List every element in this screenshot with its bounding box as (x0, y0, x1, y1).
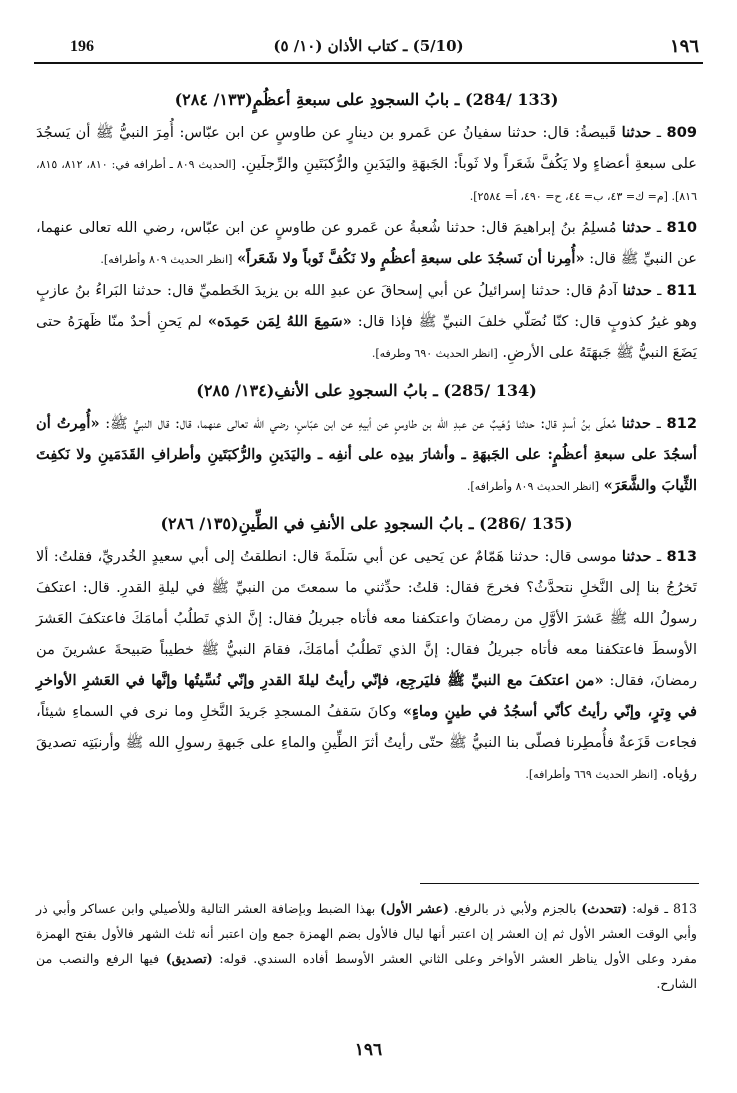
main-text (36, 78, 697, 790)
hadith-number: 812 (666, 415, 698, 432)
hadith-number: 810 (666, 219, 698, 236)
hadith-813: 813 ـ حدثنا موسى قال: حدثنا هَمّامٌ عن يَحيى عن أبي سَلَمةَ قال: انطلقتُ إلى أبي سعيدٍ الخُدريِّ، فقلتُ: ألا تَخرُجُ بنا إلى النَّخلِ نتحدَّثُ؟ فخرجَ فقال: قلتُ: حدِّثني ما سمعتَ من النبيِّ ﷺ في ليلةِ القدرِ. قال: اعتكفَ رسولُ الله ﷺ عَشرَ الأوَّلِ من رمضانَ واعتكفنا معه فأتاه جبريلُ فقال: إنَّ الذي تَطلُبُ أمامَكَ فاعتكفَ العَشرَ الأوسطَ فاعتكفنا معه فأتاه جبريلُ فقال: إنَّ الذي تَطلُبُ أمامَكَ، فقامَ النبيُّ ﷺ خطيباً صَبيحةَ عشرينَ من رمضانَ، فقال: «من اعتكفَ مع النبيِّ ﷺ فليَرجِع، فإنّي رأيتُ ليلةَ القدرِ وإنّي نُسِّيتُها وإنَّها في العَشرِ الأواخرِ في وِترٍ، وإنّي رأيتُ كأنّي أسجُدُ في طينٍ وماءٍ» وكانَ سَقفُ المسجدِ جَريدَ النَّخلِ وما نرى في السماءِ شيئاً، فجاءت قَزَعةٌ فأُمطِرنا فصلّى بنا النبيُّ ﷺ حتّى رأيتُ أثرَ الطِّينِ والماءِ على جَبهةِ رسولِ الله ﷺ وأرنبَتِه تصديقَ رؤياه. [انظر الحديث ٦٦٩ وأطرافه]. (36, 548, 698, 782)
footnote-term: (تتحدث) (581, 901, 628, 916)
hadith-812: 812 ـ حدثنا مُعلّى بنُ أسدٍ قال: حدثنا وُهَيبٌ عن عبدِ الله بن طاوسٍ عن أبيهِ عن ابن عبّاسٍ، رضي الله تعالى عنهما، قال: قال النبيُّ ﷺ: «أُمِرتُ أن أسجُدَ على سبعةِ أعظُمٍ: على الجَبهَةِ ـ وأشارَ بيدِه على أنفِه ـ واليَدَينِ والرُّكبَتَينِ وأطرافِ القَدَمَينِ ولا نَكفِتَ الثِّيابَ والشَّعَرَ» [انظر الحديث ٨٠٩ وأطرافه]. (36, 415, 698, 494)
hadith-810: 810 ـ حدثنا مُسلِمُ بنُ إبراهيمَ قال: حدثنا شُعبةُ عن عَمرو عن طاوسٍ عن ابن عبّاس، رضي الله تعالى عنهما، عن النبيِّ ﷺ قال: «أُمِرنا أن نَسجُدَ على سبعةِ أعظُمٍ ولا نَكُفَّ ثَوباً ولا شَعَراً» [انظر الحديث ٨٠٩ وأطرافه]. (36, 219, 698, 267)
hadith-811: 811 ـ حدثنا آدمُ قال: حدثنا إسرائيلُ عن أبي إسحاقَ عن عبدِ الله بن يزيدَ الخَطميِّ قال: حدثنا البَراءُ بنُ عازبٍ وهو غيرُ كذوبٍ قال: كنّا نُصَلّي خلفَ النبيِّ ﷺ فإذا قال: «سَمِعَ اللهُ لِمَن حَمِدَه» لم يَحنِ أحدٌ منّا ظَهرَهُ حتى يَضَعَ النبيُّ ﷺ جَبهَتَهُ على الأرضِ. [انظر الحديث ٦٩٠ وطرفه]. (36, 282, 698, 361)
footnote-term: (عشر الأول) (380, 901, 449, 916)
hadith-matn: «أُمِرتُ أن أسجُدَ على سبعةِ أعظُمٍ: على الجَبهَةِ ـ وأشارَ بيدِه على أنفِه ـ واليَدَينِ والرُّكبَتَينِ وأطرافِ القَدَمَينِ ولا نَكفِتَ الثِّيابَ والشَّعَرَ» (36, 415, 697, 494)
hadith-matn: «من اعتكفَ مع النبيِّ ﷺ فليَرجِع، فإنّي رأيتُ ليلةَ القدرِ وإنّي نُسِّيتُها وإنَّها في العَشرِ الأواخرِ في وِترٍ، وإنّي رأيتُ كأنّي أسجُدُ في طينٍ وماءٍ» (36, 672, 697, 720)
hadith-reference: [الحديث ٨٠٩ ـ أطرافه في: ٨١٠، ٨١٢، ٨١٥، ٨١٦]. [م= ك= ٤٣، ب= ٤٤، ح= ٤٩٠، أ= ٢٥٨٤]. (36, 158, 697, 203)
hadith-text: موسى قال: حدثنا هَمّامٌ عن يَحيى عن أبي سَلَمةَ قال: انطلقتُ إلى أبي سعيدٍ الخُدريِّ، فقلتُ: ألا تَخرُجُ بنا إلى النَّخلِ نتحدَّثُ؟ فخرجَ فقال: قلتُ: حدِّثني ما سمعتَ من النبيِّ ﷺ في ليلةِ القدرِ. قال: اعتكفَ رسولُ الله ﷺ عَشرَ الأوَّلِ من رمضانَ واعتكفنا معه فأتاه جبريلُ فقال: إنَّ الذي تَطلُبُ أمامَكَ فاعتكفَ العَشرَ الأوسطَ فاعتكفنا معه فأتاه جبريلُ فقال: إنَّ الذي تَطلُبُ أمامَكَ، فقامَ النبيُّ ﷺ خطيباً صَبيحةَ عشرينَ من رمضانَ، فقال: (36, 548, 698, 689)
hadith-reference: [انظر الحديث ٨٠٩ وأطرافه]. (466, 480, 599, 493)
haddathana-word: حدثنا (622, 282, 653, 299)
hadith-number: 811 (666, 282, 698, 299)
hadith-text: مُسلِمُ بنُ إبراهيمَ قال: حدثنا شُعبةُ عن عَمرو عن طاوسٍ عن ابن عبّاس، رضي الله تعالى عنهما، عن النبيِّ ﷺ قال: (36, 219, 697, 267)
hadith-text-continued: لم يَحنِ أحدٌ منّا ظَهرَهُ حتى يَضَعَ النبيُّ ﷺ جَبهَتَهُ على الأرضِ. (36, 313, 697, 361)
hadith-reference: [انظر الحديث ٨٠٩ وأطرافه]. (100, 253, 233, 266)
footnote-text: فيها الرفع والنصب من الشارح. (36, 951, 697, 991)
chapter-heading: (134 /285) ـ بابُ السجودِ على الأنفِ(١٣٤/ ٢٨٥) (196, 381, 537, 400)
hadith-reference: [انظر الحديث ٦٩٠ وطرفه]. (371, 347, 498, 360)
hadith-matn: «سَمِعَ اللهُ لِمَن حَمِدَه» (207, 313, 352, 330)
footnote-number: 813 (672, 901, 697, 916)
footnote-text: بالجزم ولأبي ذر بالرفع. (453, 901, 577, 916)
hadith-text-continued: وكانَ سَقفُ المسجدِ جَريدَ النَّخلِ وما نرى في السماءِ شيئاً، فجاءت قَزَعةٌ فأُمطِرنا فصلّى بنا النبيُّ ﷺ حتّى رأيتُ أثرَ الطِّينِ والماءِ على جَبهةِ رسولِ الله ﷺ وأرنبَتِه تصديقَ رؤياه. (36, 703, 697, 782)
running-title: (5/10) ـ كتاب الأذان (١٠/ ٥) (273, 37, 464, 55)
haddathana-word: حدثنا (621, 415, 652, 432)
hadith-number: 809 (666, 124, 698, 141)
header-rule (34, 62, 703, 64)
running-head (34, 34, 703, 62)
page-number-arabic: ١٩٦ (669, 36, 699, 57)
footnote-lead: ـ قوله: (632, 901, 669, 916)
page-number-latin: 196 (70, 38, 94, 55)
chapter-heading: (135 /286) ـ بابُ السجودِ على الأنفِ في الطِّينِ(١٣٥/ ٢٨٦) (160, 514, 573, 533)
footnote-term: (تصديق) (165, 951, 213, 966)
hadith-number: 813 (666, 548, 697, 565)
footnote-rule (420, 883, 699, 884)
footer-page-number: ١٩٦ (354, 1040, 383, 1060)
hadith-809: 809 ـ حدثنا قَبيصةُ: قال: حدثنا سفيانُ عن عَمرو بن دينارٍ عن طاوسٍ عن ابن عبّاس: أُمِرَ النبيُّ ﷺ أن يَسجُدَ على سبعةِ أعضاءٍ ولا يَكُفَّ شَعَراً ولا ثَوباً: الجَبهَةِ واليَدَينِ والرُّكبَتَينِ والرِّجلَينِ. [الحديث ٨٠٩ ـ أطرافه في: ٨١٠، ٨١٢، ٨١٥، ٨١٦]. [م= ك= ٤٣، ب= ٤٤، ح= ٤٩٠، أ= ٢٥٨٤]. (36, 124, 698, 203)
hadith-matn: «أُمِرنا أن نَسجُدَ على سبعةِ أعظُمٍ ولا نَكُفَّ ثَوباً ولا شَعَراً» (237, 250, 585, 267)
hadith-text: قَبيصةُ: قال: حدثنا سفيانُ عن عَمرو بن دينارٍ عن طاوسٍ عن ابن عبّاس: أُمِرَ النبيُّ ﷺ أن يَسجُدَ على سبعةِ أعضاءٍ ولا يَكُفَّ شَعَراً ولا ثَوباً: الجَبهَةِ واليَدَينِ والرُّكبَتَينِ والرِّجلَينِ. (36, 124, 698, 172)
haddathana-word: حدثنا (621, 219, 652, 236)
hadith-reference: [انظر الحديث ٦٦٩ وأطرافه]. (525, 768, 658, 781)
chapter-heading: (133 /284) ـ بابُ السجودِ على سبعةِ أعظُمٍ(١٣٣/ ٢٨٤) (174, 90, 559, 109)
footnote-text: بهذا الضبط وبإضافة العشر التالية وللأصيلي وابن عساكر وأبي ذر وأبي الوقت العشر الأول ثم إن العشر إن اعتبر أنها ليال فالأول بضم الهمزة جمع وإن اعتبر أنه ثلث الشهر فالأول بفتح الهمزة مفرد وعلى الأول يناظر العشر الأواخر وعلى الثاني العشر الأوسط أفاده السندي. قوله: (36, 901, 697, 966)
haddathana-word: حدثنا (621, 548, 652, 565)
haddathana-word: حدثنا (621, 124, 652, 141)
hadith-text: آدمُ قال: حدثنا إسرائيلُ عن أبي إسحاقَ عن عبدِ الله بن يزيدَ الخَطميِّ قال: حدثنا البَراءُ بنُ عازبٍ وهو غيرُ كذوبٍ قال: كنّا نُصَلّي خلفَ النبيِّ ﷺ فإذا قال: (36, 282, 698, 330)
footnote (36, 896, 697, 996)
hadith-text: مُعلّى بنُ أسدٍ قال: حدثنا وُهَيبٌ عن عبدِ الله بن طاوسٍ عن أبيهِ عن ابن عبّاسٍ، رضي الله تعالى عنهما، قال: قال النبيُّ ﷺ: (105, 415, 616, 432)
